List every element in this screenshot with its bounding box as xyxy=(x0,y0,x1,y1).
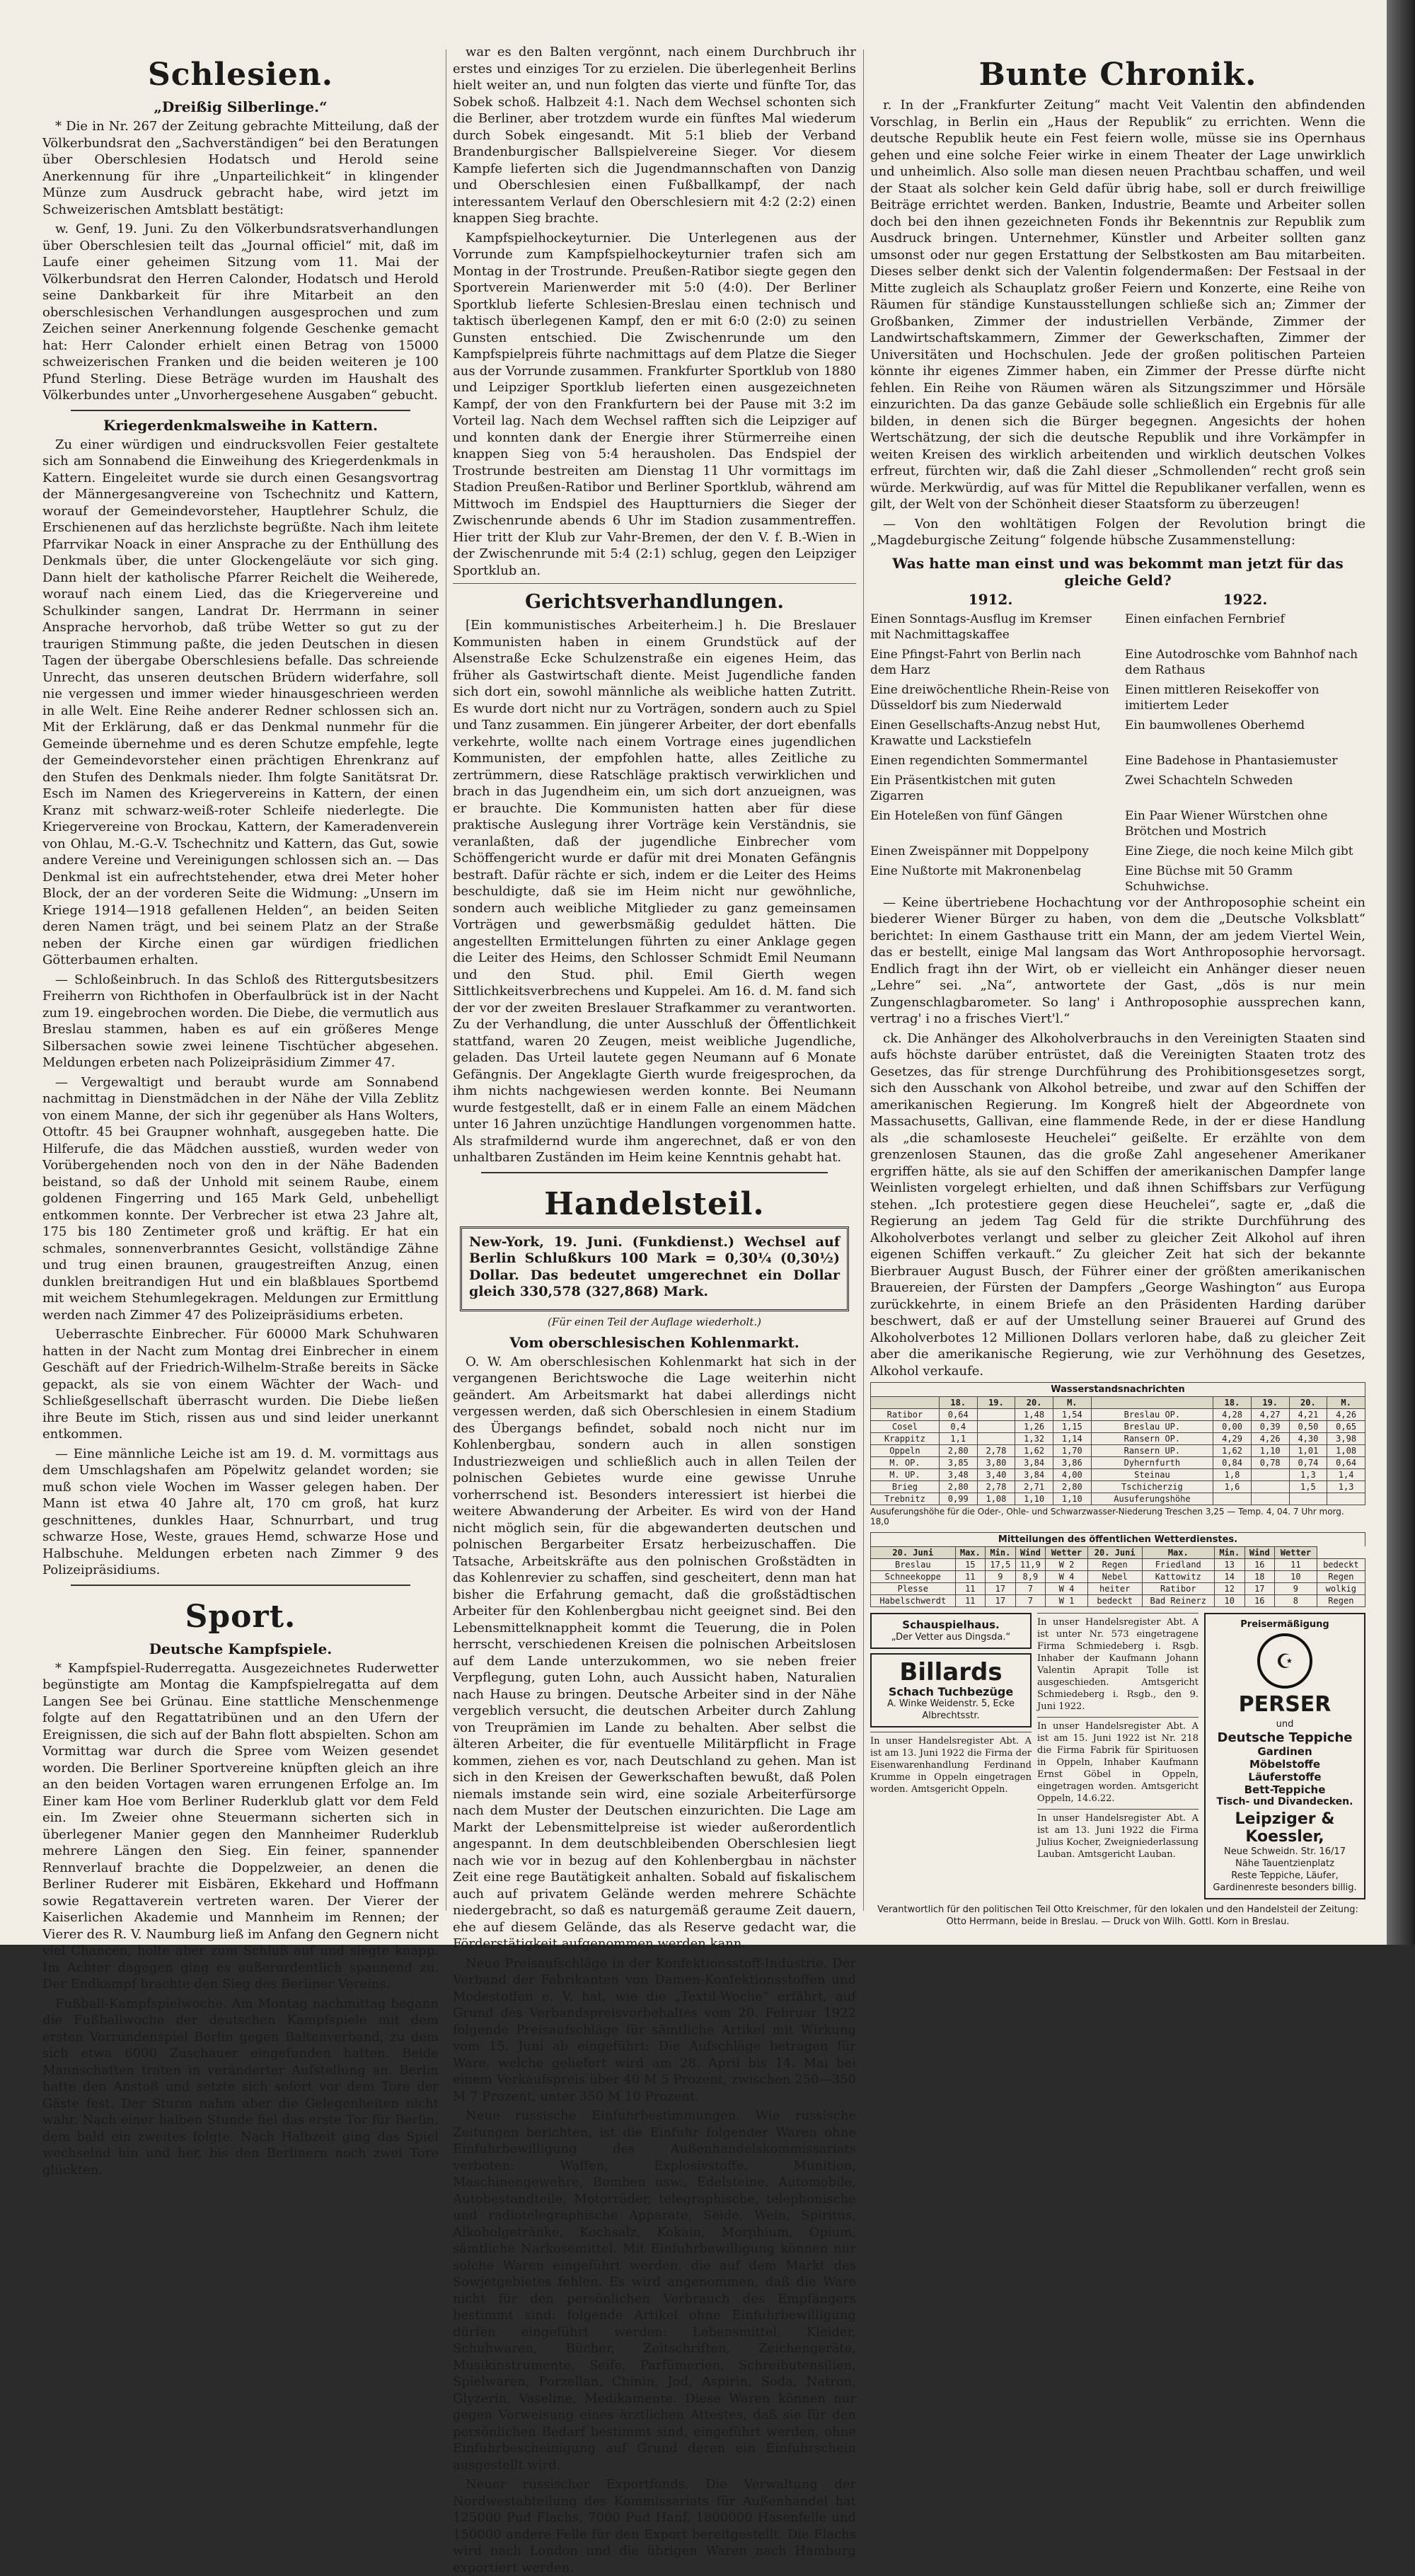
table-cell: Nebel xyxy=(1087,1571,1142,1583)
table-cell: 4,29 xyxy=(1213,1433,1252,1445)
table-cell: 3,98 xyxy=(1327,1433,1365,1445)
table-cell: 1,32 xyxy=(1015,1433,1053,1445)
table-cell: 0,99 xyxy=(939,1493,977,1505)
table-cell xyxy=(1251,1481,1289,1493)
ads-middle-stack xyxy=(1037,1613,1199,1899)
ad-line: Nähe Tauentzienplatz xyxy=(1235,1858,1334,1869)
article-title: „Dreißig Silberlinge.“ xyxy=(154,98,328,115)
comparison-item: Ein Hoteleßen von fünf Gängen xyxy=(870,808,1063,823)
table-cell: 1,10 xyxy=(1251,1445,1289,1457)
table-cell: Regen xyxy=(1317,1595,1365,1607)
table-row xyxy=(871,1583,1365,1595)
table-cell: Schneekoppe xyxy=(871,1571,956,1583)
table-cell: Brieg xyxy=(871,1481,940,1493)
table-header-cell: Wind xyxy=(1244,1547,1275,1559)
table-cell: 3,84 xyxy=(1015,1469,1053,1481)
comparison-item: Eine Büchse mit 50 Gramm Schuhwichse. xyxy=(1125,863,1293,894)
table-header-cell: 20. Juni xyxy=(1087,1547,1142,1559)
table-cell: Breslau UP. xyxy=(1091,1421,1213,1433)
table-header-row xyxy=(871,1397,1365,1409)
table-cell: 1,14 xyxy=(1053,1433,1091,1445)
ad-header: Schauspielhaus. xyxy=(902,1618,1000,1631)
divider xyxy=(453,583,856,584)
article-paragraph: O. W. Am oberschlesischen Kohlenmarkt hat sich in der vergangenen Berichtswoche die Lage weiterhin nicht geändert. Am Arbeitsmarkt hat dabei allerdings nicht vergessen werden, daß sich Oberschlesien in einem Stadium des Übergangs befindet, sobald noch nicht nur im Kohlenbergbau, sondern auch in allen sonstigen Industriezweigen und schließlich auch in allen Teilen der polnischen Gebietes wurde eine gewisse Unruhe vorherrschend ist. Besonders interessiert ist hierbei die weitere Abwanderung der Arbeiter. Es wird von der Hand nicht möglich sein, für die abgewanderten deutschen und polnischen Bergarbeiter Ersatz herbeizuschaffen. Die Tatsache, Arbeitskräfte aus den polnischen Großstädten in das Kohlenrevier zu schaffen, sind gescheitert, denn man hat bisher die Erfahrung gemacht, daß die großstädtischen Arbeiter für den Kohlenbergbau nicht geeignet sind. Bei den Lebensmittelknappheit kommt die Teuerung, die in Polen herrscht, verschiedenen Kreisen die polnischen Arbeitslosen auf dem Lande unterzukommen, wo sie neben freier Verpflegung, guten Lohn, auch Aussicht haben, Naturalien nach Hause zu bringen. Deutsche Arbeiter sind in der Nähe vergeblich versucht, die deutschen Arbeiter durch Zahlung von Treuprämien im Lande zu behalten. Aber selbst die älteren Arbeiter, die für eventuelle Militärpflicht in Frage kommen, ziehen es vor, nach Deutschland zu gehen. Man ist sich in den Kreisen der Gewerkschaften bewußt, daß Polen niemals imstande sein wird, eine soziale Arbeiterfürsorge nach dem Muster der Deutschen einzurichten. Die Lage am Markt der Lebensmittelpreise ist wieder außerordentlich angespannt. In dem deutschbleibenden Oberschlesien liegt nach wie vor in bezug auf den Kohlenbergbau in nächster Zeit eine rege Bautätigkeit anhalten. Sobald auf fiskalischem auch auf privatem Gelände werden mehrere Schächte niedergebracht, so daß es naturgemäß geraume Zeit dauern, ehe auf diesem Gelände, das als Reserve gedacht war, die Förderstätigkeit aufgenommen werden kann. xyxy=(453,1354,856,1951)
exchange-rate-box xyxy=(460,1226,849,1311)
article-paragraph: Fußball-Kampfspielwoche. Am Montag nachmittag begann die Fußballwoche der deutschen Kampfspiele mit dem ersten Vorrundenspiel Berlin gegen Baltenverband, zu dem sich etwa 6000 Zuschauer eingefunden hatten. Beide Mannschaften traten in veränderter Aufstellung an. Berlin hatte den Anstoß und setzte sich sofort vor dem Tore der Gäste fest. Der Sturm nahm aber die Gelegenheiten nicht wahr. Nach einer halben Stunde fiel das erste Tor für Berlin, dem bald ein zweites folgte. Nach Halbzeit ging das Spiel wechselnd hin und her, bis den Berlinern noch zwei Tore glückten. xyxy=(42,1996,439,2178)
article-subtitle: Deutsche Kampfspiele. xyxy=(149,1640,333,1657)
register-notice: In unser Handelsregister Abt. A ist unter Nr. 573 eingetragene Firma Schmiedeberg i. Rsgb. Inhaber der Kaufmann Johann Valentin Aprapit Tolle ist ausgeschieden. Amtsgericht Schmiedeberg i. Rsgb., den 9. Juni 1922. xyxy=(1037,1613,1199,1713)
table-cell: Dyhernfurth xyxy=(1091,1457,1213,1469)
table-cell: 11,9 xyxy=(1015,1559,1046,1571)
weather-table xyxy=(870,1546,1365,1607)
article-paragraph: Ueberraschte Einbrecher. Für 60000 Mark Schuhwaren hatten in der Nacht zum Montag drei Einbrecher in einem Geschäft auf der Friedrich-Wilhelm-Straße bereits in Säcke gepackt, als sie von einem Wächter der Wach- und Schließgesellschaft überrascht wurden. Die Diebe ließen ihre Beute im Stich, rissen aus und sind leider unerkannt entkommen. xyxy=(42,1327,439,1442)
table-cell: 4,28 xyxy=(1213,1409,1252,1421)
table-cell xyxy=(977,1409,1015,1421)
ad-line: A. Winke Weidenstr. 5, Ecke Albrechtsstr. xyxy=(887,1698,1015,1721)
article-paragraph: — Schloßeinbruch. In das Schloß des Rittergutsbesitzers Freiherrn von Richthofen in Oberfaulbrück ist in der Nacht zum 19. eingebrochen worden. Die Diebe, die vermutlich aus Breslau stammen, haben es auf ein größeres Menge Silbersachen sowie zwei leinene Tischtücher abgesehen. Meldungen erbeten nach Polizeipräsidium Zimmer 47. xyxy=(42,972,439,1070)
table-cell: Friedland xyxy=(1142,1559,1214,1571)
ads-left-stack xyxy=(870,1613,1032,1899)
table-cell: 17 xyxy=(1244,1583,1275,1595)
table-cell: 2,78 xyxy=(977,1481,1015,1493)
ad-line: Tisch- und Divandecken. xyxy=(1216,1796,1353,1807)
table-cell: Cosel xyxy=(871,1421,940,1433)
table-header-cell: Wetter xyxy=(1275,1547,1317,1559)
table-cell: 1,26 xyxy=(1015,1421,1053,1433)
table-cell: 4,21 xyxy=(1289,1409,1327,1421)
table-cell: 0,4 xyxy=(939,1421,977,1433)
article-paragraph: [Ein kommunistisches Arbeiterheim.] h. Die Breslauer Kommunisten haben in einem Grundstück auf der Alsenstraße Ecke Schulzenstraße ein eigenes Heim, das früher als Gastwirtschaft diente. Meist Jugendliche fanden sich dort ein, sowohl männliche als weibliche hatten Zutritt. Es wurde dort nicht nur zu Vorträgen, sondern auch zu Spiel und Tanz zusammen. Ein jüngerer Arbeiter, der dort ebenfalls verkehrte, wollte nach einem Vortrage eines jugendlichen Kommunisten, der empfohlen hatte, alles Zeitliche zu zertrümmern, diese Ratschläge praktisch verwirklichen und brach in das Jugendheim ein, um sich dort anzueignen, was er brauchte. Die Kommunisten hatten aber für diese praktische Auslegung ihrer Vorträge kein Verständnis, sie veranlaßten, daß der jugendliche Einbrecher vom Schöffengericht wurde er dafür mit drei Monaten Gefängnis bestraft. Dafür rächte er sich, indem er die Leiter des Heims beschuldigte, daß sie im Heim nicht nur gewöhnliche, sondern auch weibliche Mitglieder zu ganz gemeinsamen Vorträgen und gewerbsmäßig geduldet hätten. Die angestellten Ermittelungen führten zu einer Anklage gegen die Leiter des Heims, den Schlosser Schmidt Emil Neumann und den Stud. phil. Emil Gierth wegen Sittlichkeitsverbrechens und Kuppelei. Am 16. d. M. fand sich der vor der zweiten Breslauer Strafkammer zu verantworten. Zu der Verhandlung, die unter Ausschluß der Öffentlichkeit stattfand, waren 20 Zeugen, meist weibliche Jugendliche, geladen. Das Urteil lautete gegen Neumann auf 6 Monate Gefängnis. Der Angeklagte Gierth wurde freigesprochen, da ihm nichts nachgewiesen werden konnte. Bei Neumann wurde festgestellt, daß er in einem Falle an einem Mädchen unter 16 Jahren unzüchtige Handlungen vorgenommen hatte. Als strafmildernd wurde ihm angerechnet, daß er von den unhaltbaren Zuständen im Heim keine Kenntnis gehabt hat. xyxy=(453,618,856,1165)
article-paragraph: Kampfspielhockeyturnier. Die Unterlegenen aus der Vorrunde zum Kampfspielhockeyturnier trafen sich am Montag in der Trostrunde. Preußen-Ratibor siegte gegen den Sportverein Marienwerder mit 5:0 (4:0). Der Berliner Sportklub lieferte Schlesien-Breslau einen technisch und taktisch überlegenen Kampf, den er mit 6:0 (2:0) zu seinen Gunsten entschied. Die Zwischenrunde um den Kampfspielpreis führte nachmittags auf dem Platze die Sieger aus der Vorrunde zusammen. Frankfurter Sportklub von 1880 und Leipziger Sportklub lieferten einen ausgezeichneten Kampf, der von den Frankfurtern bei der Pause mit 3:2 im Vorteil lag. Nach dem Wechsel rafften sich die Leipziger auf und konnten dank der Energie ihrer Stürmerreihe einen knappen Sieg von 5:4 herausholen. Das Endspiel der Trostrunde bestreiten am Dienstag 11 Uhr vormittags im Stadion Preußen-Ratibor und Berliner Sportklub, während am Mittwoch im Endspiel des Hauptturniers die Sieger der Zwischenrunde abends 6 Uhr im Stadion zusammentreffen. Hier tritt der Klub zur Vahr-Bremen, der den V. f. B.-Wien in der Zwischenrunde mit 5:4 (2:1) schlug, gegen den Leipziger Sportklub an. xyxy=(453,230,856,578)
table-header-cell: Max. xyxy=(955,1547,986,1559)
table-cell: 2,80 xyxy=(939,1481,977,1493)
article-title: Vom oberschlesischen Kohlenmarkt. xyxy=(509,1333,799,1351)
water-level-title: Wasserstandsnachrichten xyxy=(870,1382,1365,1396)
article-paragraph: — Keine übertriebene Hochachtung vor der Anthroposophie scheint ein biederer Wiener Bürger zu haben, von dem die „Deutsche Volksblatt“ berichtet: In einem Gasthause tritt ein Mann, der am jedem Viertel Wein, das er bestellt, einige Mal langsam das Wort Anthroposophie hervorsagt. Endlich fragt ihn der Wirt, ob er vielleicht ein Anhänger dieser neuen „Lehre“ sei. „Na“, antwortete der Gast, „dös is nur mein Zungenschlagbarometer. So lang' i Anthroposophie aussprechen kann, vertrag' i no a frisches Viert'l.“ xyxy=(870,895,1365,1026)
table-header-cell: 20. xyxy=(1289,1397,1327,1409)
table-cell: Steinau xyxy=(1091,1469,1213,1481)
table-cell: 0,50 xyxy=(1289,1421,1327,1433)
article-paragraph: Neue Preisaufschläge in der Konfektionsstoff-Industrie. Der Verband der Fabrikanten von Damen-Konfektionsstoffen und Modestoffen e. V. hat, wie die „Textil-Woche“ erfährt, auf Grund des Verbandspreisvorbehaltes vom 20. Februar 1922 folgende Preisaufschläge für sämtliche Artikel mit Wirkung vom 15. Juni ab eingeführt: Die Aufschläge betragen für Ware, welche geliefert wird am 28. April bis 14. Mai bei einem Verkaufspreis über 40 M 5 Prozent, zwischen 250—350 M 7 Prozent, unter 350 M 10 Prozent. xyxy=(453,1955,856,2104)
section-title-sport: Sport. xyxy=(185,1598,296,1635)
water-level-table xyxy=(870,1396,1365,1505)
register-notice: In unser Handelsregister Abt. A ist am 15. Juni 1922 ist Nr. 218 die Firma Fabrik für Spirituosen in Oppeln, Inhaber Kaufmann Ernst Göbel in Oppeln, eingetragen worden. Amtsgericht Oppeln, 14.6.22. xyxy=(1037,1717,1199,1805)
table-header-row xyxy=(871,1547,1365,1559)
article-title: Kriegerdenkmalsweihe in Kattern. xyxy=(103,416,379,434)
table-cell: Regen xyxy=(1087,1559,1142,1571)
table-cell: 1,5 xyxy=(1289,1481,1327,1493)
table-cell: 2,80 xyxy=(1053,1481,1091,1493)
table-cell xyxy=(1213,1493,1252,1505)
article-paragraph: — Von den wohltätigen Folgen der Revolution bringt die „Magdeburgische Zeitung“ folgende hübsche Zusammenstellung: xyxy=(870,516,1365,548)
year-heading: 1922. xyxy=(1223,590,1268,608)
divider xyxy=(71,410,410,411)
table-cell: 1,3 xyxy=(1327,1481,1365,1493)
table-row xyxy=(871,1433,1365,1445)
table-cell: Trebnitz xyxy=(871,1493,940,1505)
ad-line: Preisermäßigung xyxy=(1240,1619,1329,1630)
column-right xyxy=(870,44,1365,1927)
table-row xyxy=(871,1445,1365,1457)
table-cell: 0,65 xyxy=(1327,1421,1365,1433)
register-notice: In unser Handelsregister Abt. A ist am 13. Juni 1922 die Firma der Eisenwarenhandlung Ferdinand Krumme in Oppeln eingetragen worden. Amtsgericht Oppeln. xyxy=(870,1732,1032,1795)
table-cell: 0,64 xyxy=(1327,1457,1365,1469)
ad-schauspielhaus xyxy=(870,1613,1032,1649)
table-cell: 1,4 xyxy=(1327,1469,1365,1481)
article-paragraph: Neue russische Einfuhrbestimmungen. Wie russische Zeitungen berichten, ist die Einfuhr folgender Waren ohne Einfuhrbewilligung des Außenhandelskommissariats verboten: Waffen, Explosivstoffe, Munition, Maschinengewehre, Bomben usw., Edelsteine, Automobile, Autobestandteile, Motorräder, telegraphische, telephonische und radiotelegraphische Apparate, Seide, Wein, Spiritus, Alkoholgetränke, Kochsalz, Kokain, Morphium, Opium, sämtliche Narkosemittel. Mit Einfuhrbewilligung können nur solche Waren eingeführt werden, die auf dem Markt des Sowjetgebietes fehlen. Es wird angenommen, daß die Ware nicht für den persönlichen Verbrauch des Empfängers bestimmt sind: folgende Artikel ohne Einfuhrbewilligung dürfen eingeführt werden: Lebensmittel, Kleider, Schuhwaren, Bücher, Zeitschriften, Zeichengeräte, Musikinstrumente, Seife, Parfümerien, Schreibutensilien, Spielwaren, Porzellan, Chinin, Jod, Aspirin, Soda, Natron, Glyzerin, Vaseline, Medikamente. Diese Waren können nur gegen Vorweisung eines ärztlichen Attestes, daß sie für den persönlichen Bedarf bestimmt sind, eingeführt werden, ohne Einfuhrbescheinigung auf Grund deren ein Einfuhrschein ausgestellt wird. xyxy=(453,2108,856,2473)
table-cell: 4,00 xyxy=(1053,1469,1091,1481)
table-cell xyxy=(1289,1493,1327,1505)
table-cell: 0,39 xyxy=(1251,1421,1289,1433)
table-header-cell: 18. xyxy=(939,1397,977,1409)
ad-line: Gardinen xyxy=(1257,1745,1312,1758)
comparison-item: Eine Ziege, die noch keine Milch gibt xyxy=(1125,844,1353,858)
table-cell: 1,48 xyxy=(1015,1409,1053,1421)
table-cell: 3,86 xyxy=(1053,1457,1091,1469)
table-header-cell: Wetter xyxy=(1046,1547,1088,1559)
table-row xyxy=(871,1481,1365,1493)
ad-title: Billards xyxy=(899,1658,1003,1686)
table-cell: Kattowitz xyxy=(1142,1571,1214,1583)
table-cell: 11 xyxy=(955,1595,986,1607)
section-title-bunte-chronik: Bunte Chronik. xyxy=(978,57,1257,93)
table-cell: 18 xyxy=(1244,1571,1275,1583)
column-left xyxy=(42,44,439,2178)
table-cell: Habelschwerdt xyxy=(871,1595,956,1607)
comparison-item: Ein Paar Wiener Würstchen ohne Brötchen und Mostrich xyxy=(1125,808,1328,839)
table-cell: 7 xyxy=(1015,1595,1046,1607)
table-cell: 1,70 xyxy=(1053,1445,1091,1457)
table-row xyxy=(871,1571,1365,1583)
table-cell: wolkig xyxy=(1317,1583,1365,1595)
table-body xyxy=(871,1559,1365,1607)
ad-line: Läuferstoffe xyxy=(1248,1771,1322,1783)
table-cell: 10 xyxy=(1275,1571,1317,1583)
ad-billards xyxy=(870,1653,1032,1727)
table-cell: 1,10 xyxy=(1053,1493,1091,1505)
comparison-item: Eine Autodroschke vom Bahnhof nach dem Rathaus xyxy=(1125,647,1358,677)
article-paragraph: war es den Balten vergönnt, nach einem Durchbruch ihr erstes und einziges Tor zu erzielen. Die überlegenheit Berlins hielt weiter an, und nun folgten das vierte und fünfte Tor, das Sobek schoß. Halbzeit 4:1. Nach dem Wechsel schonten sich die Berliner, aber trotzdem wurde ein fünftes Mal wiederum durch Sobek eingesandt. Mit 5:1 blieb der Verband Brandenburgischer Ballspielvereine Sieger. Vor diesem Kampfe lieferten sich die Jugendmannschaften von Danzig und Oberschlesien einen Fußballkampf, der nach interessantem Verlauf den Oberschlesiern mit 4:2 (2:2) einen knappen Sieg brachte. xyxy=(453,45,856,226)
table-cell: bedeckt xyxy=(1087,1595,1142,1607)
ad-title: PERSER xyxy=(1238,1692,1332,1717)
table-cell: Breslau xyxy=(871,1559,956,1571)
year-heading: 1912. xyxy=(968,590,1013,608)
divider xyxy=(71,1585,410,1586)
ad-line: Reste Teppiche, Läufer, Gardinenreste besonders billig. xyxy=(1213,1870,1357,1893)
table-header-cell: M. xyxy=(1053,1397,1091,1409)
table-cell xyxy=(977,1421,1015,1433)
table-cell: Breslau OP. xyxy=(1091,1409,1213,1421)
table-cell: Ratibor xyxy=(871,1409,940,1421)
table-cell: W 4 xyxy=(1046,1583,1088,1595)
comparison-item: Einen mittleren Reisekoffer von imitiertem Leder xyxy=(1125,682,1319,713)
comparison-item: Einen Zweispänner mit Doppelpony xyxy=(870,844,1089,858)
table-cell: 1,08 xyxy=(977,1493,1015,1505)
comparison-item: Einen Sonntags-Ausflug im Kremser mit Nachmittagskaffee xyxy=(870,611,1092,642)
table-header-cell: 19. xyxy=(1251,1397,1289,1409)
table-cell: heiter xyxy=(1087,1583,1142,1595)
section-title-schlesien: Schlesien. xyxy=(147,57,334,93)
comparison-item: Einen regendichten Sommermantel xyxy=(870,753,1088,768)
table-cell: 16 xyxy=(1244,1595,1275,1607)
comparison-question: Was hatte man einst und was bekommt man jetzt für das gleiche Geld? xyxy=(892,554,1344,589)
table-header-cell: Min. xyxy=(986,1547,1016,1559)
table-cell: Plesse xyxy=(871,1583,956,1595)
advertisement-area xyxy=(870,1613,1365,1899)
table-body xyxy=(871,1409,1365,1505)
article-paragraph: r. In der „Frankfurter Zeitung“ macht Veit Valentin den abfindenden Vorschlag, in Berlin ein „Haus der Republik“ zu errichten. Wenn die deutsche Republik heute ein Fest feiern wolle, müsse sie ins Opernhaus gehen und eine solche Feier wirke in einem Theater der Lage unwirklich und unheimlich. Also solle man diesen neuen Prachtbau schaffen, und weil der Staat als solcher kein Geld dafür übrig habe, soll er durch freiwillige Beiträge errichtet werden. Banken, Industrie, Beamte und Arbeiter sollen doch bei den ihnen gezeichneten Fonds ihr Bekenntnis zur Republik zum Ausdruck bringen. Unternehmer, Künstler und Arbeiter sollten ganz umsonst oder nur gegen Erstattung der Selbstkosten am Bau mitarbeiten. Dieses selber denkt sich der Valentin folgendermaßen: Der Festsaal in der Mitte zugleich als Schauplatz großer Feiern und Konzerte, eine Reihe von Räumen für ständige Kunstausstellungen schließe sich an; Zimmer der Großbanken, Zimmer der industriellen Verbände, Zimmer der Landwirtschaftskammern, Zimmer der Gewerkschaften, Zimmer der Universitäten und Hochschulen. Jede der großen politischen Parteien könnte ihr eigenes Zimmer haben, ein Zimmer der Presse dürfte nicht fehlen. Ein Reihe von Räumen wären als Sitzungszimmer und Hörsäle einzurichten. Da das ganze Gebäude solle schließlich ein Ergebnis für alle bilden, in denen sich die Bürger begegnen. Angesichts der hohen Wertschätzung, der sich die deutsche Republik und ihre Vorkämpfer in weiten Kreisen des wirklich arbeitenden und wirklich deutschen Volkes erfreut, fürchten wir, daß die Zahl dieser „Schmollenden“ recht groß sein würde. Merkwürdig, auf was für Mittel die Republikaner verfallen, wenn es gilt, der Welt von der Schönheit dieser Staatsform zu überzeugen! xyxy=(870,98,1365,512)
column-divider xyxy=(863,50,864,1911)
ad-line: Möbelstoffe xyxy=(1249,1758,1320,1771)
table-cell: 0,84 xyxy=(1213,1457,1252,1469)
table-cell: 2,71 xyxy=(1015,1481,1053,1493)
table-cell: 11 xyxy=(955,1571,986,1583)
crescent-star-icon: ☪ xyxy=(1257,1633,1312,1689)
register-notice: In unser Handelsregister Abt. A ist am 13. Juni 1922 die Firma Julius Kocher, Zweigniederlassung Lauban. Amtsgericht Lauban. xyxy=(1037,1809,1199,1861)
table-header-cell: 20. xyxy=(1015,1397,1053,1409)
table-cell: 7 xyxy=(1015,1583,1046,1595)
table-cell: W 2 xyxy=(1046,1559,1088,1571)
table-cell xyxy=(1327,1493,1365,1505)
table-cell: 4,27 xyxy=(1251,1409,1289,1421)
exchange-rate-text: New-York, 19. Juni. (Funkdienst.) Wechsel auf Berlin Schlußkurs 100 Mark = 0,30¼ (0,30½) Dollar. Das bedeutet umgerechnet ein Dollar gleich 330,578 (327,868) Mark. xyxy=(469,1234,840,1299)
table-row xyxy=(871,1559,1365,1571)
ad-perser-teppiche xyxy=(1204,1613,1365,1899)
table-row xyxy=(871,1457,1365,1469)
table-cell: 0,74 xyxy=(1289,1457,1327,1469)
table-cell xyxy=(1251,1469,1289,1481)
table-cell: 3,84 xyxy=(1015,1457,1053,1469)
article-paragraph: ck. Die Anhänger des Alkoholverbrauchs in den Vereinigten Staaten sind aufs höchste darüber entrüstet, daß die Vereinigten Staaten trotz des Gesetzes, das für strenge Durchführung des Prohibitionsgesetzes sorgt, sich den Ausschank von Alkohol betreibe, und zwar auf den Schiffen der amerikanischen Regierung. Im Kongreß hielt der Abgeordnete von Massachusetts, Gallivan, eine flammende Rede, in der er diese Handlung als „die schamloseste Heuchelei“ geißelte. Er erzählte von dem grenzenlosen Staunen, das die große Zahl angesehener Amerikaner ergriffen hätte, als sie auf den Schiffen der amerikanischen Dampfer lange Weinlisten vorgelegt erhielten, und daß ihnen Schiffsbars zur Verfügung stehen. „Ich protestiere gegen diese Heuchelei“, sagte er, „daß die Regierung an jedem Tag Geld für die strikte Durchführung des Alkoholverbotes verlangt und selber zu gleicher Zeit Alkohol auf ihren eigenen Schiffen verkauft.“ Zu gleicher Zeit hat sich der bekannte Bierbrauer August Busch, der Führer einer der größten amerikanischen Brauereien, der Fürsten der Dampfers „George Washington“ aus Europa zurückkehrte, in einem Briefe an den Präsidenten Harding darüber beschwert, daß er auf der Umstellung seiner Brauerei auf Grund des Alkoholverbotes 12 Millionen Dollars verloren habe, daß zu gleicher Zeit aber die amerikanische Regierung, wie zur Verhöhnung des Gesetzes, Alkohol verkaufe. xyxy=(870,1030,1365,1379)
article-paragraph: * Die in Nr. 267 der Zeitung gebrachte Mitteilung, daß der Völkerbundsrat den „Sachverständigen“ bei den Beratungen über Oberschlesien Hodatsch und Herold seine Anerkennung für ihre „Unparteilichkeit“ in klingender Münze zum Ausdruck gebracht habe, wird jetzt im Schweizerischen Amtsblatt bestätigt: xyxy=(42,119,439,217)
table-cell: 1,3 xyxy=(1289,1469,1327,1481)
table-cell: Ratibor xyxy=(1142,1583,1214,1595)
table-header-cell: 19. xyxy=(977,1397,1015,1409)
table-cell: 0,00 xyxy=(1213,1421,1252,1433)
article-paragraph: — Vergewaltigt und beraubt wurde am Sonnabend nachmittag in Dienstmädchen in der Nähe der Villa Zeblitz von einem Manne, der sich ihr gegenüber als Hans Wolters, Ottoftr. 45 bei Graupner wohnhaft, ausgegeben hatte. Die Hilferufe, die das Mädchen ausstieß, wurden weder von Vorübergehenden noch von den in der Nähe Badenden beistand, so daß der Unhold mit seinem Raube, einem goldenen Fingerring und 165 Mark Geld, unbehelligt entkommen konnte. Der Verbrecher ist etwa 23 Jahre alt, 175 bis 180 Zentimeter groß und kräftig. Er hat ein schmales, sonnenverbranntes Gesicht, vollständige Zähne und trug einen braunen, graugestreiften Anzug, einen dunklen breitrandigen Hut und ein blaßblaues Sportbemd mit weichem Stehumlegekragen. Meldungen zur Ermittlung werden nach Zimmer 47 des Polizeipräsidiums erbeten. xyxy=(42,1074,439,1323)
table-cell: 1,10 xyxy=(1015,1493,1053,1505)
table-cell: M. UP. xyxy=(871,1469,940,1481)
table-header-cell: Wind xyxy=(1015,1547,1046,1559)
table-cell: 11 xyxy=(1275,1559,1317,1571)
table-cell: 3,40 xyxy=(977,1469,1015,1481)
article-paragraph: * Kampfspiel-Ruderregatta. Ausgezeichnetes Ruderwetter begünstigte am Montag die Kampfspielregatta auf dem Langen See bei Grünau. Eine stattliche Menschenmenge folgte auf den Regattatribünen und an den Ufern der Ereignissen, die sich auf der Bahn flott abspielten. Schon am Vormittag war durch die Spree vom Weizen gesendet worden. Die Berliner Sportvereine knüpften gleich an ihre an den beiden Vortagen waren errungenen Erfolge an. Im Einer kam Hoe vom Berliner Ruderklub glatt vor dem Feld ein. Im Zweier ohne Steuermann sicherten sich in überlegener Manier gegen den Mannheimer Ruderklub mehrere Längen den Sieg. Ein feiner, spannender Rennverlauf brachte die Doppelzweier, an denen die Berliner Ruderer mit Eisbären, Ekkehard und Hoffmann sowie Regattaverein vertreten waren. Der Vierer der Kaiserlichen Akademie und Mannheim im Rennen; der Vierer des R. V. Naumburg ließ im Anfang den Gegnern nicht viel Chancen, holte aber zum Schluß auf und siegte knapp. Im Achter dagegen ging es außerordentlich spannend zu. Der Endkampf brachte den Sieg des Berliner Vereins. xyxy=(42,1660,439,1991)
table-cell: Oppeln xyxy=(871,1445,940,1457)
column-middle xyxy=(453,44,856,2575)
table-header-cell: Min. xyxy=(1215,1547,1245,1559)
comparison-item: Ein baumwollenes Oberhemd xyxy=(1125,718,1305,732)
table-cell: 12 xyxy=(1215,1583,1245,1595)
table-row xyxy=(871,1421,1365,1433)
table-cell: Ausuferungshöhe xyxy=(1091,1493,1213,1505)
article-paragraph: — Eine männliche Leiche ist am 19. d. M. vormittags aus dem Umschlagshafen am Pöpelwitz gelandet worden; sie muß schon viele Wochen im Wasser gelegen haben. Der Mann ist etwa 40 Jahre alt, 170 cm groß, hat kurz geschnittenes, dunkles Haar, Schnurrbart, und trug schwarze Hose, Weste, graues Hemd, schwarze Hose und Halbschuhe. Meldungen erbeten nach Zimmer 9 des Polizeipräsidiums. xyxy=(42,1446,439,1577)
table-cell: 14 xyxy=(1215,1571,1245,1583)
table-header-cell xyxy=(1091,1397,1213,1409)
table-row xyxy=(871,1493,1365,1505)
table-header-cell: M. xyxy=(1327,1397,1365,1409)
edition-note: (Für einen Teil der Auflage wiederholt.) xyxy=(548,1315,761,1328)
table-cell: Bad Reinerz xyxy=(1142,1595,1214,1607)
table-cell: 10 xyxy=(1215,1595,1245,1607)
table-cell: W 4 xyxy=(1046,1571,1088,1583)
table-cell: 8 xyxy=(1275,1595,1317,1607)
table-header-cell: 20. Juni xyxy=(871,1547,956,1559)
table-header-cell: Max. xyxy=(1142,1547,1214,1559)
divider xyxy=(481,1172,828,1173)
article-paragraph: w. Genf, 19. Juni. Zu den Völkerbundsratsverhandlungen über Oberschlesien teilt das „Journal officiel“ mit, daß im Laufe einer geheimen Sitzung vom 11. Mai der Völkerbundsrat den Herren Calonder, Hodatsch und Herold seine Dankbarkeit für ihre Mitarbeit an den oberschlesischen Verhandlungen ausgesprochen und zum Zeichen seiner Anerkennung folgende Geschenke gemacht hat: Herr Calonder erhielt einen Betrag von 15000 schweizerischen Franken und die beiden weiteren je 100 Pfund Sterling. Diese Beträge wurden im Haushalt des Völkerbundes unter „Unvorhergesehene Ausgaben“ gebucht. xyxy=(42,222,439,403)
table-cell: Regen xyxy=(1317,1571,1365,1583)
table-cell: 1,62 xyxy=(1015,1445,1053,1457)
table-cell: 17 xyxy=(986,1583,1016,1595)
table-cell: 4,26 xyxy=(1251,1433,1289,1445)
table-cell: Ransern OP. xyxy=(1091,1433,1213,1445)
table-cell: 1,6 xyxy=(1213,1481,1252,1493)
table-cell: 9 xyxy=(986,1571,1016,1583)
ad-line: Schach Tuchbezüge xyxy=(888,1685,1014,1698)
ad-line: Neue Schweidn. Str. 16/17 xyxy=(1224,1846,1346,1857)
table-cell: 4,30 xyxy=(1289,1433,1327,1445)
table-cell: bedeckt xyxy=(1317,1559,1365,1571)
table-cell: Krappitz xyxy=(871,1433,940,1445)
table-row xyxy=(871,1469,1365,1481)
ad-company: Leipziger & Koessler, xyxy=(1235,1810,1335,1846)
table-cell: 13 xyxy=(1215,1559,1245,1571)
table-cell: 1,8 xyxy=(1213,1469,1252,1481)
table-header-cell xyxy=(871,1397,940,1409)
table-cell: 3,85 xyxy=(939,1457,977,1469)
comparison-item: Zwei Schachteln Schweden xyxy=(1125,773,1293,788)
water-level-note: Ausuferungshöhe für die Oder-, Ohle- und Schwarzwasser-Niederung Treschen 3,25 — Temp. 4, 04. 7 Uhr morg. 18,0 xyxy=(870,1507,1344,1526)
table-cell: Tschicherzig xyxy=(1091,1481,1213,1493)
table-cell: 17,5 xyxy=(986,1559,1016,1571)
table-cell: Ransern UP. xyxy=(1091,1445,1213,1457)
table-cell: 1,62 xyxy=(1213,1445,1252,1457)
table-cell: 1,15 xyxy=(1053,1421,1091,1433)
table-cell: 15 xyxy=(955,1559,986,1571)
table-cell: 0,78 xyxy=(1251,1457,1289,1469)
comparison-item: Einen Gesellschafts-Anzug nebst Hut, Krawatte und Lackstiefeln xyxy=(870,718,1101,748)
section-title-handelsteil: Handelsteil. xyxy=(544,1185,765,1222)
table-cell: 1,08 xyxy=(1327,1445,1365,1457)
comparison-item: Eine Badehose in Phantasiemuster xyxy=(1125,753,1338,768)
article-paragraph: Zu einer würdigen und eindrucksvollen Feier gestaltete sich am Sonnabend die Einweihung des Kriegerdenkmals in Kattern. Eingeleitet wurde sie durch einen Gesangsvortrag der Männergesangvereine von Tschechnitz und Kattern, worauf der Gemeindevorsteher, Hauptlehrer Schulz, die Erschienenen auf das herzlichste begrüßte. Nach ihm leitete Pfarrvikar Noack in einer Ansprache zu der Enthüllung des Denkmals über, die unter Glockengeläute vor sich ging. Dann hielt der katholische Pfarrer Reichelt die Weiherede, worauf nach einem Lied, das die Kriegervereine und Schulkinder sangen, Landrat Dr. Herrmann in seiner Ansprache hervorhob, daß trübe Wetter so gut zu der traurigen Stimmung paßte, die jeden Deutschen in diesen Tagen der übergabe Oberschlesiens befalle. Das schreiende Unrecht, das unseren deutschen Brüdern widerfahre, soll nie vergessen und immer wieder hinausgeschrieen werden in alle Welt. Eine Reihe anderer Redner schlossen sich an. Mit der Erklärung, daß er das Denkmal nunmehr für die Gemeinde übernehme und es deren Schutze empfehle, legte der Gemeindevorsteher einen prächtigen Ehrenkranz auf den Stufen des Denkmals nieder. Ihm folgte Sanitätsrat Dr. Esch im Namen des Kriegervereins in Kattern, der einen Kranz mit schwarz-weiß-roter Schleife niederlegte. Die Kriegervereine von Brockau, Kattern, der Kameradenverein von Ohlau, M.-G.-V. Tschechnitz und Kattern, das Gut, sowie andere Vereine und Vereinigungen schlossen sich an. — Das Denkmal ist ein aufrechtstehender, etwa drei Meter hoher Block, der an der vorderen Seite die Widmung: „Unsern im Kriege 1914—1918 gefallenen Helden“, an beiden Seiten deren Namen trägt, und bei seinem Platz an der Straße neben der Kirche einen gar würdigen friedlichen Götterbaumen erhalten. xyxy=(42,437,439,967)
imprint: Verantwortlich für den politischen Teil Otto Kreischmer, für den lokalen und den Handelsteil der Zeitung: Otto Herrmann, beide in Breslau. — Druck von Wilh. Gottl. Korn in Breslau. xyxy=(877,1904,1358,1927)
table-cell: 2,78 xyxy=(977,1445,1015,1457)
ad-line: und xyxy=(1276,1719,1294,1730)
table-cell: 1,01 xyxy=(1289,1445,1327,1457)
price-comparison xyxy=(870,592,1365,895)
table-cell: W 1 xyxy=(1046,1595,1088,1607)
table-cell: 4,26 xyxy=(1327,1409,1365,1421)
table-cell xyxy=(1251,1493,1289,1505)
table-cell: 0,64 xyxy=(939,1409,977,1421)
page-edge xyxy=(1387,0,1415,1945)
ad-line: Deutsche Teppiche xyxy=(1217,1730,1353,1745)
comparison-item: Einen einfachen Fernbrief xyxy=(1125,611,1285,626)
comparison-item: Eine Nußtorte mit Makronenbelag xyxy=(870,863,1082,878)
table-cell: 3,80 xyxy=(977,1457,1015,1469)
table-header-cell: 18. xyxy=(1213,1397,1252,1409)
comparison-item: Ein Präsentkistchen mit guten Zigarren xyxy=(870,773,1056,803)
ad-line: Bett-Teppiche xyxy=(1244,1783,1326,1796)
table-cell: 9 xyxy=(1275,1583,1317,1595)
table-cell: M. OP. xyxy=(871,1457,940,1469)
table-cell: 11 xyxy=(955,1583,986,1595)
table-cell: 1,54 xyxy=(1053,1409,1091,1421)
section-title-court: Gerichtsverhandlungen. xyxy=(525,591,784,613)
table-row xyxy=(871,1595,1365,1607)
weather-title: Mitteilungen des öffentlichen Wetterdienstes. xyxy=(870,1532,1365,1546)
table-row xyxy=(871,1409,1365,1421)
comparison-item: Eine Pfingst-Fahrt von Berlin nach dem Harz xyxy=(870,647,1081,677)
article-paragraph: Neuer russischer Exportfonds. Die Verwaltung der Nordwestabteilung des Kommissariats für Außenhandel hat 125000 Pud Flachs, 7000 Pud Hanf, 1800000 Hasenfelle und 150000 andere Felle für den Export bereitgestellt. Die Flachs wird nach London und die übrigen Waren nach Hamburg exportiert werden. xyxy=(453,2477,856,2575)
ad-subtitle: „Der Vetter aus Dingsda.“ xyxy=(891,1632,1011,1643)
table-cell: 3,48 xyxy=(939,1469,977,1481)
table-cell: 2,80 xyxy=(939,1445,977,1457)
table-cell: 1,1 xyxy=(939,1433,977,1445)
table-cell: 8,9 xyxy=(1015,1571,1046,1583)
table-cell xyxy=(977,1433,1015,1445)
table-cell: 16 xyxy=(1244,1559,1275,1571)
table-cell: 17 xyxy=(986,1595,1016,1607)
comparison-item: Eine dreiwöchentliche Rhein-Reise von Düsseldorf bis zum Niederwald xyxy=(870,682,1109,713)
